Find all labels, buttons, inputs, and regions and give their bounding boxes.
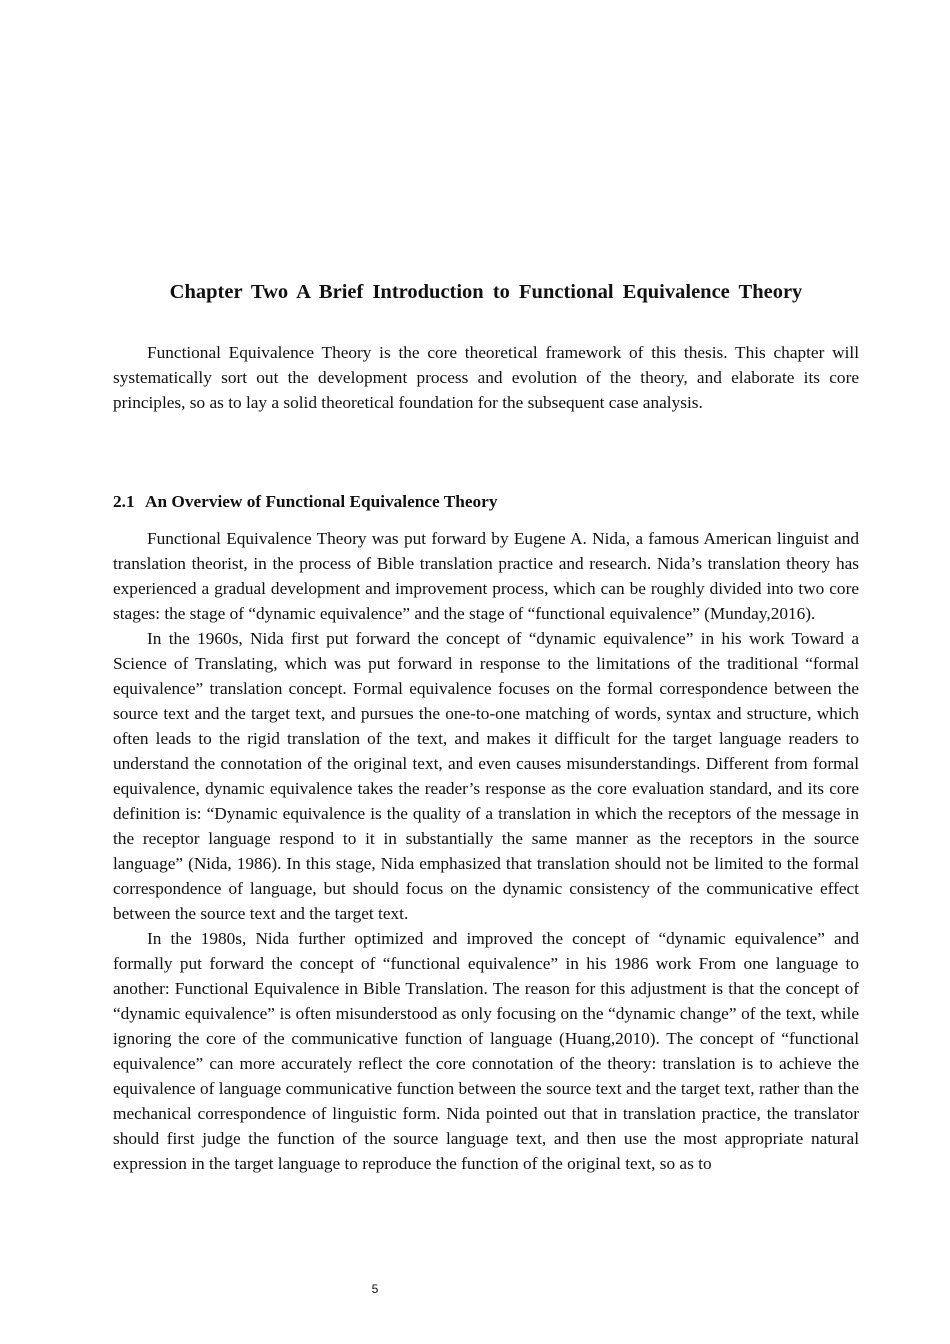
section-body xyxy=(113,526,859,1176)
intro-paragraph: Functional Equivalence Theory is the core theoretical framework of this thesis. This chapter will systematically sort out the development process and evolution of the theory, and elaborate its core principles, so as to lay a solid theoretical foundation for the subsequent case analysis. xyxy=(113,343,859,412)
page-number: 5 xyxy=(371,1282,379,1296)
body-paragraph: In the 1980s, Nida further optimized and improved the concept of “dynamic equivalence” and formally put forward the concept of “functional equivalence” in his 1986 work From one language to another: Functional Equivalence in Bible Translation. The reason for this adjustment is that the concept of “dynamic equivalence” is often misunderstood as only focusing on the “dynamic change” of the text, while ignoring the core of the communicative function of language (Huang,2010). The concept of “functional equivalence” can more accurately reflect the core connotation of the theory: translation is to achieve the equivalence of language communicative function between the source text and the target text, rather than the mechanical correspondence of linguistic form. Nida pointed out that in translation practice, the translator should first judge the function of the source language text, and then use the most appropriate natural expression in the target language to reproduce the function of the original text, so as to xyxy=(113,929,859,1173)
section-heading xyxy=(113,490,859,514)
section-number: 2.1 xyxy=(113,492,135,511)
body-paragraph: Functional Equivalence Theory was put forward by Eugene A. Nida, a famous American linguist and translation theorist, in the process of Bible translation practice and research. Nida’s translation theory has experienced a gradual development and improvement process, which can be roughly divided into two core stages: the stage of “dynamic equivalence” and the stage of “functional equivalence” (Munday,2016). xyxy=(113,529,859,623)
body-paragraph: In the 1960s, Nida first put forward the concept of “dynamic equivalence” in his work Toward a Science of Translating, which was put forward in response to the limitations of the traditional “formal equivalence” translation concept. Formal equivalence focuses on the formal correspondence between the source text and the target text, and pursues the one-to-one matching of words, syntax and structure, which often leads to the rigid translation of the text, and makes it difficult for the target language readers to understand the connotation of the original text, and even causes misunderstandings. Different from formal equivalence, dynamic equivalence takes the reader’s response as the core evaluation standard, and its core definition is: “Dynamic equivalence is the quality of a translation in which the receptors of the message in the receptor language respond to it in substantially the same manner as the receptors in the source language” (Nida, 1986). In this stage, Nida emphasized that translation should not be limited to the formal correspondence of language, but should focus on the dynamic consistency of the communicative effect between the source text and the target text. xyxy=(113,629,859,923)
section-title: An Overview of Functional Equivalence Theory xyxy=(144,492,498,511)
chapter-title: Chapter Two A Brief Introduction to Functional Equivalence Theory xyxy=(169,281,803,303)
